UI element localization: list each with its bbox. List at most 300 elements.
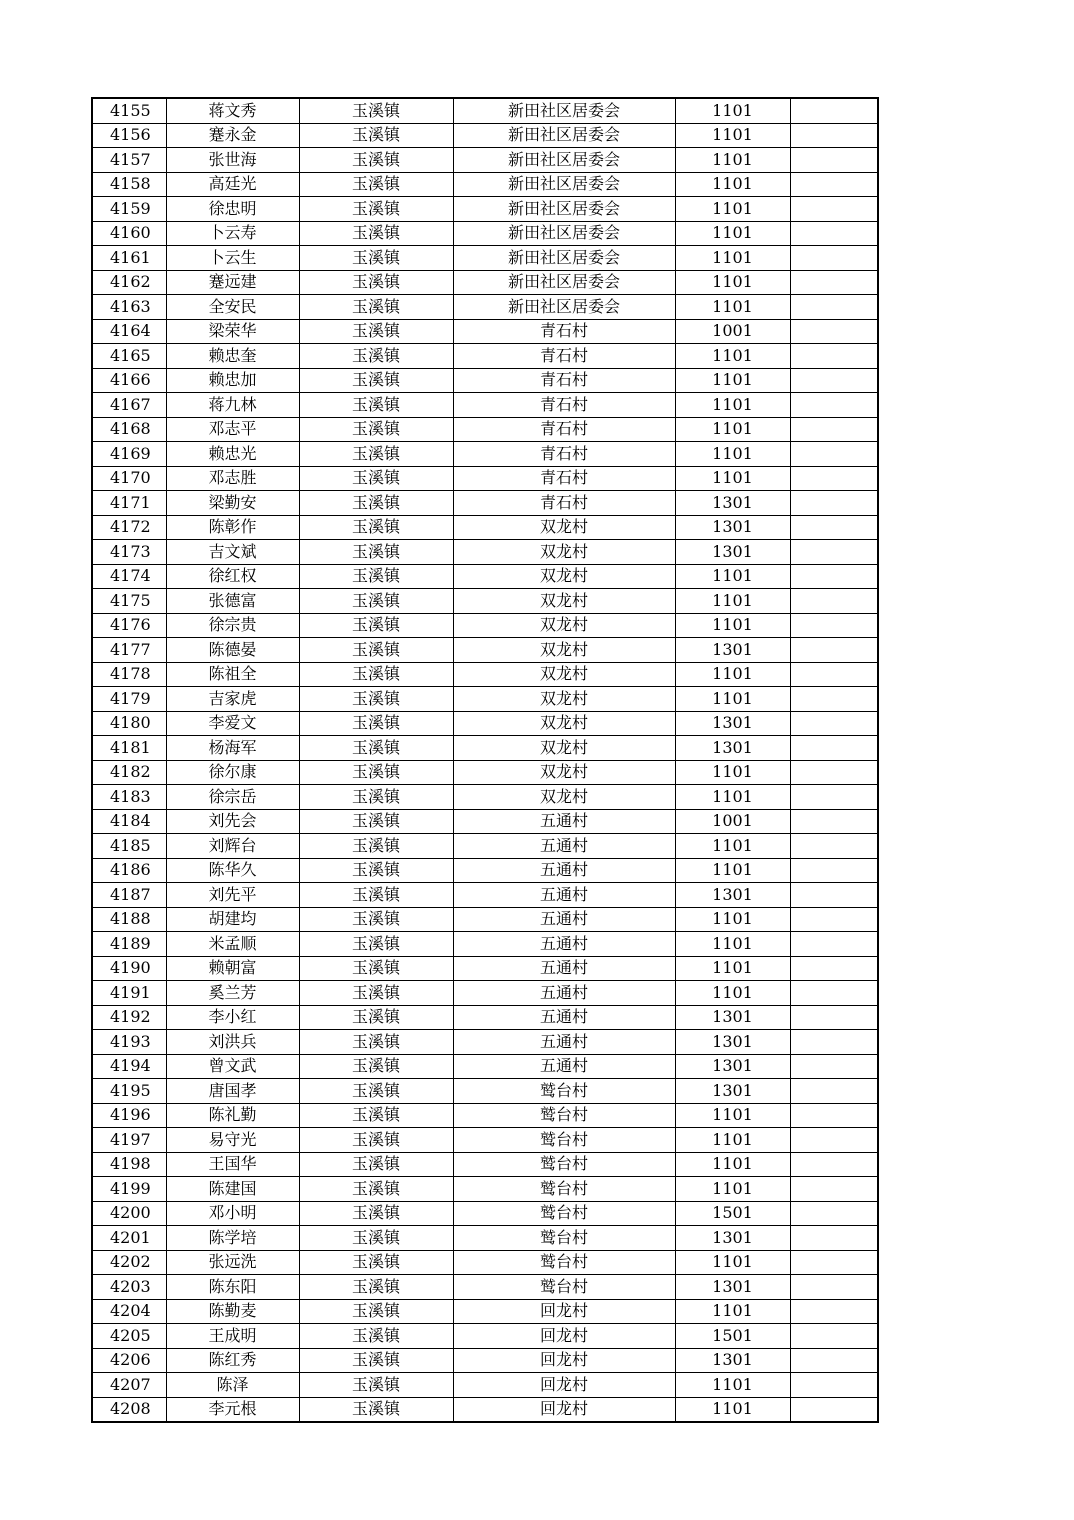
cell-name: 徐宗贵 — [166, 613, 299, 638]
cell-serial-number: 4192 — [92, 1005, 166, 1030]
cell-code: 1101 — [675, 417, 790, 442]
table-row — [92, 858, 878, 883]
cell-township: 玉溪镇 — [299, 589, 453, 614]
table-row — [92, 662, 878, 687]
cell-remarks — [790, 515, 878, 540]
cell-serial-number: 4162 — [92, 270, 166, 295]
table-row — [92, 834, 878, 859]
cell-village: 回龙村 — [453, 1324, 675, 1349]
cell-township: 玉溪镇 — [299, 197, 453, 222]
cell-remarks — [790, 344, 878, 369]
cell-remarks — [790, 123, 878, 148]
cell-remarks — [790, 319, 878, 344]
cell-code: 1001 — [675, 809, 790, 834]
cell-serial-number: 4163 — [92, 295, 166, 320]
cell-code: 1101 — [675, 858, 790, 883]
cell-remarks — [790, 1275, 878, 1300]
cell-township: 玉溪镇 — [299, 613, 453, 638]
cell-remarks — [790, 760, 878, 785]
cell-code: 1301 — [675, 515, 790, 540]
cell-code: 1101 — [675, 246, 790, 271]
cell-name: 张德富 — [166, 589, 299, 614]
cell-village: 回龙村 — [453, 1299, 675, 1324]
cell-village: 双龙村 — [453, 785, 675, 810]
table-row — [92, 1324, 878, 1349]
cell-township: 玉溪镇 — [299, 760, 453, 785]
table-row — [92, 319, 878, 344]
cell-serial-number: 4173 — [92, 540, 166, 565]
cell-remarks — [790, 858, 878, 883]
cell-serial-number: 4175 — [92, 589, 166, 614]
cell-township: 玉溪镇 — [299, 638, 453, 663]
cell-village: 五通村 — [453, 981, 675, 1006]
cell-remarks — [790, 785, 878, 810]
cell-code: 1101 — [675, 1397, 790, 1422]
cell-name: 刘辉台 — [166, 834, 299, 859]
table-row — [92, 1079, 878, 1104]
cell-remarks — [790, 98, 878, 123]
cell-name: 陈勤麦 — [166, 1299, 299, 1324]
cell-serial-number: 4189 — [92, 932, 166, 957]
table-row — [92, 638, 878, 663]
cell-township: 玉溪镇 — [299, 1348, 453, 1373]
cell-remarks — [790, 172, 878, 197]
cell-serial-number: 4174 — [92, 564, 166, 589]
cell-remarks — [790, 1177, 878, 1202]
cell-code: 1101 — [675, 589, 790, 614]
cell-remarks — [790, 736, 878, 761]
cell-code: 1301 — [675, 883, 790, 908]
table-row — [92, 1054, 878, 1079]
table-row — [92, 1005, 878, 1030]
cell-name: 卜云寿 — [166, 221, 299, 246]
cell-code: 1101 — [675, 613, 790, 638]
cell-serial-number: 4183 — [92, 785, 166, 810]
table-row — [92, 883, 878, 908]
table-row — [92, 785, 878, 810]
cell-village: 五通村 — [453, 932, 675, 957]
cell-township: 玉溪镇 — [299, 1397, 453, 1422]
cell-township: 玉溪镇 — [299, 858, 453, 883]
cell-name: 梁荣华 — [166, 319, 299, 344]
cell-township: 玉溪镇 — [299, 246, 453, 271]
cell-township: 玉溪镇 — [299, 295, 453, 320]
cell-remarks — [790, 687, 878, 712]
table-row — [92, 393, 878, 418]
cell-serial-number: 4194 — [92, 1054, 166, 1079]
cell-township: 玉溪镇 — [299, 417, 453, 442]
cell-serial-number: 4159 — [92, 197, 166, 222]
cell-code: 1101 — [675, 442, 790, 467]
cell-serial-number: 4156 — [92, 123, 166, 148]
cell-code: 1501 — [675, 1324, 790, 1349]
cell-remarks — [790, 246, 878, 271]
cell-name: 卜云生 — [166, 246, 299, 271]
cell-township: 玉溪镇 — [299, 491, 453, 516]
cell-code: 1301 — [675, 540, 790, 565]
cell-name: 蒋文秀 — [166, 98, 299, 123]
table-row — [92, 1201, 878, 1226]
cell-code: 1301 — [675, 1226, 790, 1251]
cell-village: 五通村 — [453, 1030, 675, 1055]
cell-village: 五通村 — [453, 858, 675, 883]
cell-remarks — [790, 589, 878, 614]
cell-remarks — [790, 1397, 878, 1422]
cell-code: 1101 — [675, 981, 790, 1006]
cell-remarks — [790, 393, 878, 418]
cell-village: 新田社区居委会 — [453, 98, 675, 123]
table-row — [92, 221, 878, 246]
table-row — [92, 148, 878, 173]
cell-code: 1101 — [675, 760, 790, 785]
cell-village: 鹫台村 — [453, 1226, 675, 1251]
cell-name: 曾文武 — [166, 1054, 299, 1079]
cell-name: 刘洪兵 — [166, 1030, 299, 1055]
cell-village: 五通村 — [453, 956, 675, 981]
cell-code: 1101 — [675, 907, 790, 932]
cell-village: 鹫台村 — [453, 1201, 675, 1226]
cell-name: 蹇永金 — [166, 123, 299, 148]
cell-serial-number: 4178 — [92, 662, 166, 687]
cell-remarks — [790, 270, 878, 295]
table-row — [92, 515, 878, 540]
cell-township: 玉溪镇 — [299, 736, 453, 761]
cell-name: 陈华久 — [166, 858, 299, 883]
cell-township: 玉溪镇 — [299, 907, 453, 932]
cell-township: 玉溪镇 — [299, 1079, 453, 1104]
cell-village: 青石村 — [453, 442, 675, 467]
cell-code: 1101 — [675, 785, 790, 810]
table-row — [92, 956, 878, 981]
cell-code: 1501 — [675, 1201, 790, 1226]
table-row — [92, 417, 878, 442]
cell-remarks — [790, 1103, 878, 1128]
cell-remarks — [790, 1250, 878, 1275]
cell-township: 玉溪镇 — [299, 662, 453, 687]
cell-village: 回龙村 — [453, 1348, 675, 1373]
cell-township: 玉溪镇 — [299, 687, 453, 712]
cell-remarks — [790, 1348, 878, 1373]
cell-name: 徐宗岳 — [166, 785, 299, 810]
cell-township: 玉溪镇 — [299, 711, 453, 736]
cell-village: 青石村 — [453, 344, 675, 369]
cell-name: 易守光 — [166, 1128, 299, 1153]
cell-remarks — [790, 1005, 878, 1030]
cell-serial-number: 4176 — [92, 613, 166, 638]
cell-township: 玉溪镇 — [299, 270, 453, 295]
cell-code: 1301 — [675, 638, 790, 663]
cell-serial-number: 4202 — [92, 1250, 166, 1275]
cell-code: 1101 — [675, 172, 790, 197]
cell-serial-number: 4171 — [92, 491, 166, 516]
cell-name: 蒋九林 — [166, 393, 299, 418]
cell-name: 蹇远建 — [166, 270, 299, 295]
cell-name: 高廷光 — [166, 172, 299, 197]
cell-remarks — [790, 491, 878, 516]
cell-township: 玉溪镇 — [299, 1103, 453, 1128]
cell-village: 青石村 — [453, 466, 675, 491]
cell-serial-number: 4190 — [92, 956, 166, 981]
table-row — [92, 711, 878, 736]
cell-name: 陈德晏 — [166, 638, 299, 663]
cell-township: 玉溪镇 — [299, 1054, 453, 1079]
cell-township: 玉溪镇 — [299, 834, 453, 859]
cell-code: 1101 — [675, 662, 790, 687]
cell-remarks — [790, 564, 878, 589]
cell-village: 双龙村 — [453, 515, 675, 540]
cell-serial-number: 4191 — [92, 981, 166, 1006]
cell-remarks — [790, 442, 878, 467]
cell-serial-number: 4198 — [92, 1152, 166, 1177]
cell-township: 玉溪镇 — [299, 466, 453, 491]
cell-remarks — [790, 1324, 878, 1349]
cell-township: 玉溪镇 — [299, 1201, 453, 1226]
table-row — [92, 932, 878, 957]
cell-township: 玉溪镇 — [299, 1226, 453, 1251]
cell-village: 新田社区居委会 — [453, 295, 675, 320]
table-row — [92, 736, 878, 761]
cell-township: 玉溪镇 — [299, 564, 453, 589]
cell-name: 张世海 — [166, 148, 299, 173]
cell-village: 新田社区居委会 — [453, 123, 675, 148]
cell-remarks — [790, 1030, 878, 1055]
record-table-body — [92, 98, 878, 1422]
table-row — [92, 1226, 878, 1251]
cell-village: 五通村 — [453, 907, 675, 932]
cell-township: 玉溪镇 — [299, 368, 453, 393]
cell-serial-number: 4177 — [92, 638, 166, 663]
cell-village: 五通村 — [453, 809, 675, 834]
cell-name: 全安民 — [166, 295, 299, 320]
cell-remarks — [790, 981, 878, 1006]
cell-code: 1101 — [675, 123, 790, 148]
cell-name: 邓小明 — [166, 1201, 299, 1226]
cell-village: 五通村 — [453, 883, 675, 908]
cell-name: 唐国孝 — [166, 1079, 299, 1104]
table-row — [92, 172, 878, 197]
cell-remarks — [790, 638, 878, 663]
cell-name: 徐忠明 — [166, 197, 299, 222]
cell-township: 玉溪镇 — [299, 1005, 453, 1030]
cell-serial-number: 4182 — [92, 760, 166, 785]
cell-serial-number: 4200 — [92, 1201, 166, 1226]
cell-code: 1101 — [675, 197, 790, 222]
cell-serial-number: 4184 — [92, 809, 166, 834]
cell-name: 徐尔康 — [166, 760, 299, 785]
cell-serial-number: 4181 — [92, 736, 166, 761]
cell-remarks — [790, 809, 878, 834]
cell-code: 1101 — [675, 393, 790, 418]
cell-remarks — [790, 1128, 878, 1153]
cell-code: 1101 — [675, 1128, 790, 1153]
cell-name: 王国华 — [166, 1152, 299, 1177]
cell-serial-number: 4180 — [92, 711, 166, 736]
cell-township: 玉溪镇 — [299, 1275, 453, 1300]
cell-village: 新田社区居委会 — [453, 246, 675, 271]
cell-village: 双龙村 — [453, 662, 675, 687]
cell-remarks — [790, 1201, 878, 1226]
cell-code: 1301 — [675, 1079, 790, 1104]
table-row — [92, 1250, 878, 1275]
cell-village: 双龙村 — [453, 760, 675, 785]
cell-code: 1301 — [675, 736, 790, 761]
cell-township: 玉溪镇 — [299, 956, 453, 981]
cell-code: 1101 — [675, 221, 790, 246]
table-row — [92, 1128, 878, 1153]
cell-serial-number: 4203 — [92, 1275, 166, 1300]
cell-village: 新田社区居委会 — [453, 172, 675, 197]
cell-serial-number: 4185 — [92, 834, 166, 859]
cell-township: 玉溪镇 — [299, 932, 453, 957]
cell-remarks — [790, 711, 878, 736]
cell-serial-number: 4196 — [92, 1103, 166, 1128]
table-row — [92, 589, 878, 614]
cell-name: 刘先会 — [166, 809, 299, 834]
cell-code: 1101 — [675, 368, 790, 393]
cell-serial-number: 4195 — [92, 1079, 166, 1104]
cell-township: 玉溪镇 — [299, 344, 453, 369]
cell-township: 玉溪镇 — [299, 98, 453, 123]
cell-remarks — [790, 1152, 878, 1177]
record-table — [91, 97, 879, 1423]
cell-remarks — [790, 1079, 878, 1104]
cell-code: 1101 — [675, 1152, 790, 1177]
cell-serial-number: 4201 — [92, 1226, 166, 1251]
cell-remarks — [790, 466, 878, 491]
cell-remarks — [790, 540, 878, 565]
cell-name: 胡建均 — [166, 907, 299, 932]
cell-remarks — [790, 368, 878, 393]
cell-code: 1101 — [675, 1177, 790, 1202]
table-row — [92, 442, 878, 467]
cell-code: 1101 — [675, 148, 790, 173]
cell-serial-number: 4188 — [92, 907, 166, 932]
table-row — [92, 246, 878, 271]
cell-code: 1101 — [675, 956, 790, 981]
table-row — [92, 123, 878, 148]
cell-name: 赖朝富 — [166, 956, 299, 981]
cell-serial-number: 4158 — [92, 172, 166, 197]
cell-serial-number: 4168 — [92, 417, 166, 442]
cell-township: 玉溪镇 — [299, 319, 453, 344]
cell-remarks — [790, 1373, 878, 1398]
cell-name: 陈东阳 — [166, 1275, 299, 1300]
cell-code: 1301 — [675, 1030, 790, 1055]
cell-name: 陈泽 — [166, 1373, 299, 1398]
table-row — [92, 981, 878, 1006]
cell-code: 1301 — [675, 1005, 790, 1030]
cell-code: 1101 — [675, 1250, 790, 1275]
cell-village: 双龙村 — [453, 736, 675, 761]
cell-name: 陈红秀 — [166, 1348, 299, 1373]
cell-serial-number: 4187 — [92, 883, 166, 908]
cell-village: 鹫台村 — [453, 1152, 675, 1177]
cell-serial-number: 4172 — [92, 515, 166, 540]
cell-serial-number: 4160 — [92, 221, 166, 246]
cell-serial-number: 4164 — [92, 319, 166, 344]
cell-village: 双龙村 — [453, 638, 675, 663]
cell-village: 鹫台村 — [453, 1079, 675, 1104]
table-row — [92, 1348, 878, 1373]
table-row — [92, 564, 878, 589]
cell-village: 新田社区居委会 — [453, 197, 675, 222]
cell-code: 1101 — [675, 466, 790, 491]
cell-township: 玉溪镇 — [299, 981, 453, 1006]
table-row — [92, 1275, 878, 1300]
cell-name: 李元根 — [166, 1397, 299, 1422]
table-row — [92, 1299, 878, 1324]
cell-township: 玉溪镇 — [299, 393, 453, 418]
table-row — [92, 1152, 878, 1177]
cell-village: 回龙村 — [453, 1397, 675, 1422]
cell-village: 青石村 — [453, 368, 675, 393]
cell-name: 赖忠光 — [166, 442, 299, 467]
cell-village: 双龙村 — [453, 711, 675, 736]
cell-name: 米孟顺 — [166, 932, 299, 957]
cell-township: 玉溪镇 — [299, 221, 453, 246]
cell-code: 1101 — [675, 1103, 790, 1128]
cell-village: 鹫台村 — [453, 1275, 675, 1300]
cell-village: 双龙村 — [453, 564, 675, 589]
table-row — [92, 540, 878, 565]
cell-serial-number: 4179 — [92, 687, 166, 712]
cell-township: 玉溪镇 — [299, 442, 453, 467]
cell-township: 玉溪镇 — [299, 1177, 453, 1202]
cell-township: 玉溪镇 — [299, 883, 453, 908]
cell-code: 1301 — [675, 1275, 790, 1300]
cell-name: 梁勤安 — [166, 491, 299, 516]
cell-serial-number: 4204 — [92, 1299, 166, 1324]
cell-township: 玉溪镇 — [299, 1324, 453, 1349]
cell-code: 1101 — [675, 98, 790, 123]
table-row — [92, 1030, 878, 1055]
table-row — [92, 197, 878, 222]
cell-township: 玉溪镇 — [299, 515, 453, 540]
cell-village: 新田社区居委会 — [453, 148, 675, 173]
cell-code: 1101 — [675, 344, 790, 369]
cell-serial-number: 4161 — [92, 246, 166, 271]
cell-name: 陈祖全 — [166, 662, 299, 687]
cell-remarks — [790, 148, 878, 173]
table-row — [92, 907, 878, 932]
cell-township: 玉溪镇 — [299, 123, 453, 148]
cell-serial-number: 4167 — [92, 393, 166, 418]
cell-township: 玉溪镇 — [299, 540, 453, 565]
cell-township: 玉溪镇 — [299, 1373, 453, 1398]
cell-remarks — [790, 662, 878, 687]
table-row — [92, 809, 878, 834]
cell-code: 1101 — [675, 932, 790, 957]
cell-serial-number: 4206 — [92, 1348, 166, 1373]
table-row — [92, 295, 878, 320]
cell-remarks — [790, 197, 878, 222]
cell-township: 玉溪镇 — [299, 1299, 453, 1324]
cell-code: 1101 — [675, 687, 790, 712]
cell-remarks — [790, 956, 878, 981]
cell-remarks — [790, 883, 878, 908]
cell-township: 玉溪镇 — [299, 1250, 453, 1275]
cell-serial-number: 4193 — [92, 1030, 166, 1055]
cell-name: 吉家虎 — [166, 687, 299, 712]
cell-village: 五通村 — [453, 834, 675, 859]
cell-name: 徐红权 — [166, 564, 299, 589]
table-row — [92, 1177, 878, 1202]
cell-remarks — [790, 907, 878, 932]
table-row — [92, 344, 878, 369]
cell-village: 鹫台村 — [453, 1250, 675, 1275]
cell-serial-number: 4170 — [92, 466, 166, 491]
cell-code: 1101 — [675, 270, 790, 295]
